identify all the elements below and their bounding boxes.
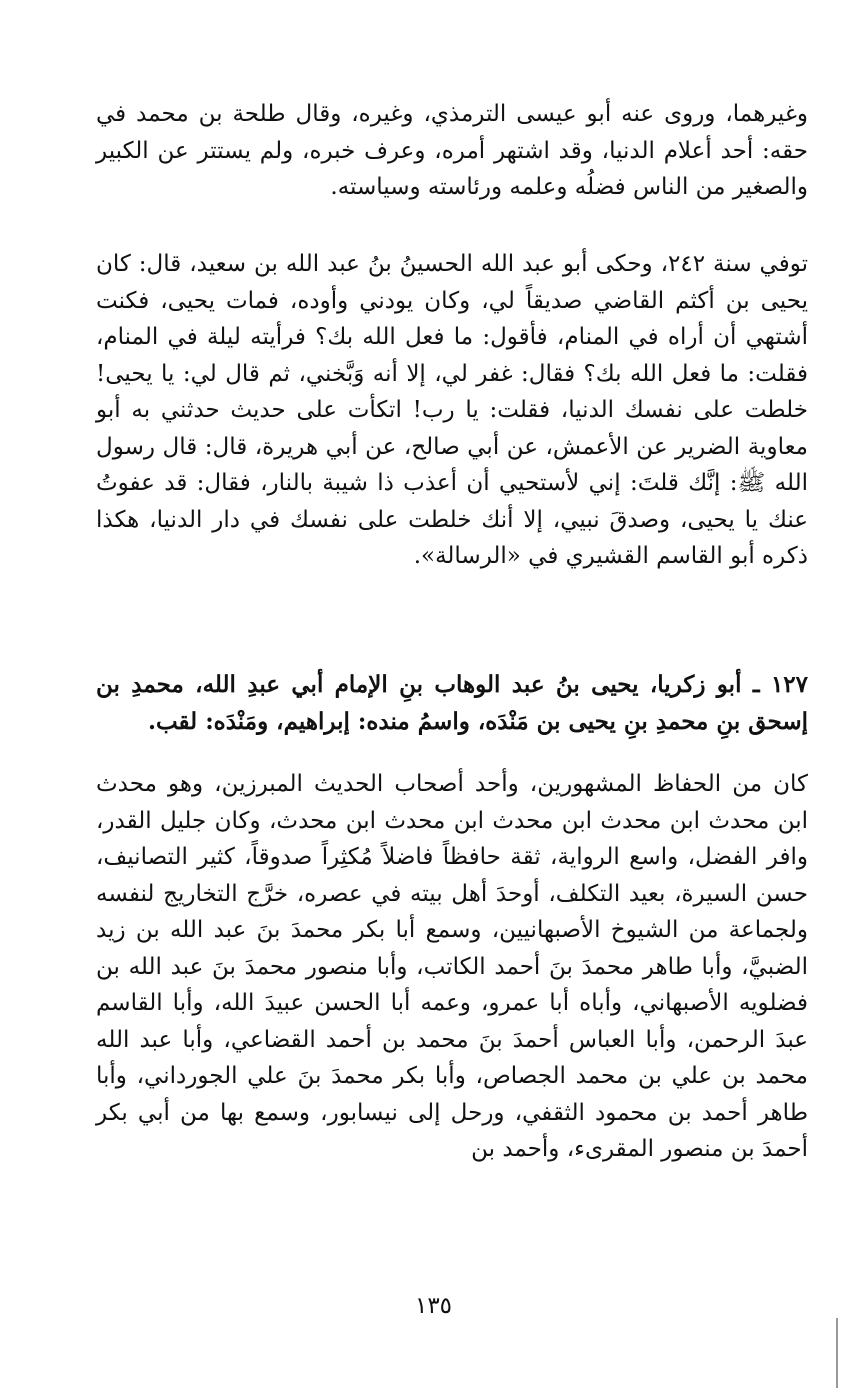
entry-heading-127: ١٢٧ ـ أبو زكريا، يحيى بنُ عبد الوهاب بنِ الإمام أبي عبدِ الله، محمدِ بن إسحق بنِ محمدِ بنِ يحيى بن مَنْدَه، واسمُ منده: إبراهيم، ومَنْدَه: لقب. — [96, 671, 808, 735]
paragraph-4: كان من الحفاظ المشهورين، وأحد أصحاب الحديث المبرزين، وهو محدث ابن محدث ابن محدث ابن محدث ابن محدث ابن محدث، وكان جليل القدر، وافر الفضل، واسع الرواية، ثقة حافظاً فاضلاً مُكثِراً صدوقاً، كثير التصانيف، حسن السيرة، بعيد التكلف، أوحدَ أهل بيته في عصره، خرَّج التخاريج لنفسه ولجماعة من الشيوخ الأصبهانيين، وسمع أبا بكر محمدَ بنَ عبد الله بن زيد الضبيَّ، وأبا طاهر محمدَ بنَ أحمد الكاتب، وأبا منصور محمدَ بنَ عبد الله بن فضلويه الأصبهاني، وأباه أبا عمرو، وعمه أبا الحسن عبيدَ الله، وأبا القاسم عبدَ الرحمن، وأبا العباس أحمدَ بنَ محمد بن أحمد القضاعي، وأبا عبد الله محمد بن علي بن محمد الجصاص، وأبا بكر محمدَ بنَ علي الجورداني، وأبا طاهر أحمد بن محمود الثقفي، ورحل إلى نيسابور، وسمع بها من أبي بكر أحمدَ بن منصور المقرىء، وأحمد بن — [96, 771, 808, 1162]
page-number: ١٣٥ — [414, 1293, 453, 1319]
scan-edge-line — [836, 1318, 838, 1388]
paragraph-2: توفي سنة ٢٤٢، وحكى أبو عبد الله الحسينُ بنُ عبد الله بن سعيد، قال: كان يحيى بن أكثم القاضي صديقاً لي، وكان يودني وأوده، فمات يحيى، فكنت أشتهي أن أراه في المنام، فأقول: ما فعل الله بك؟ فرأيته ليلة في المنام، فقلت: ما فعل الله بك؟ فقال: غفر لي، إلا أنه وَبَّخني، ثم قال لي: يا يحيى! خلطت على نفسك الدنيا، فقلت: يا رب! اتكأت على حديث حدثني به أبو معاوية الضرير عن الأعمش، عن أبي صالح، عن أبي هريرة، قال: قال رسول الله ﷺ: إنَّك قلتَ: إني لأستحيي أن أعذب ذا شيبة بالنار، فقال: قد عفوتُ عنك يا يحيى، وصدقَ نبيي، إلا أنك خلطت على نفسك في دار الدنيا، هكذا ذكره أبو القاسم القشيري في «الرسالة». — [96, 251, 808, 569]
paragraph-1: وغيرهما، وروى عنه أبو عيسى الترمذي، وغيره، وقال طلحة بن محمد في حقه: أحد أعلام الدنيا، وقد اشتهر أمره، وعرف خبره، ولم يستتر عن الكبير والصغير من الناس فضلُه وعلمه ورئاسته وسياسته. — [96, 101, 808, 200]
